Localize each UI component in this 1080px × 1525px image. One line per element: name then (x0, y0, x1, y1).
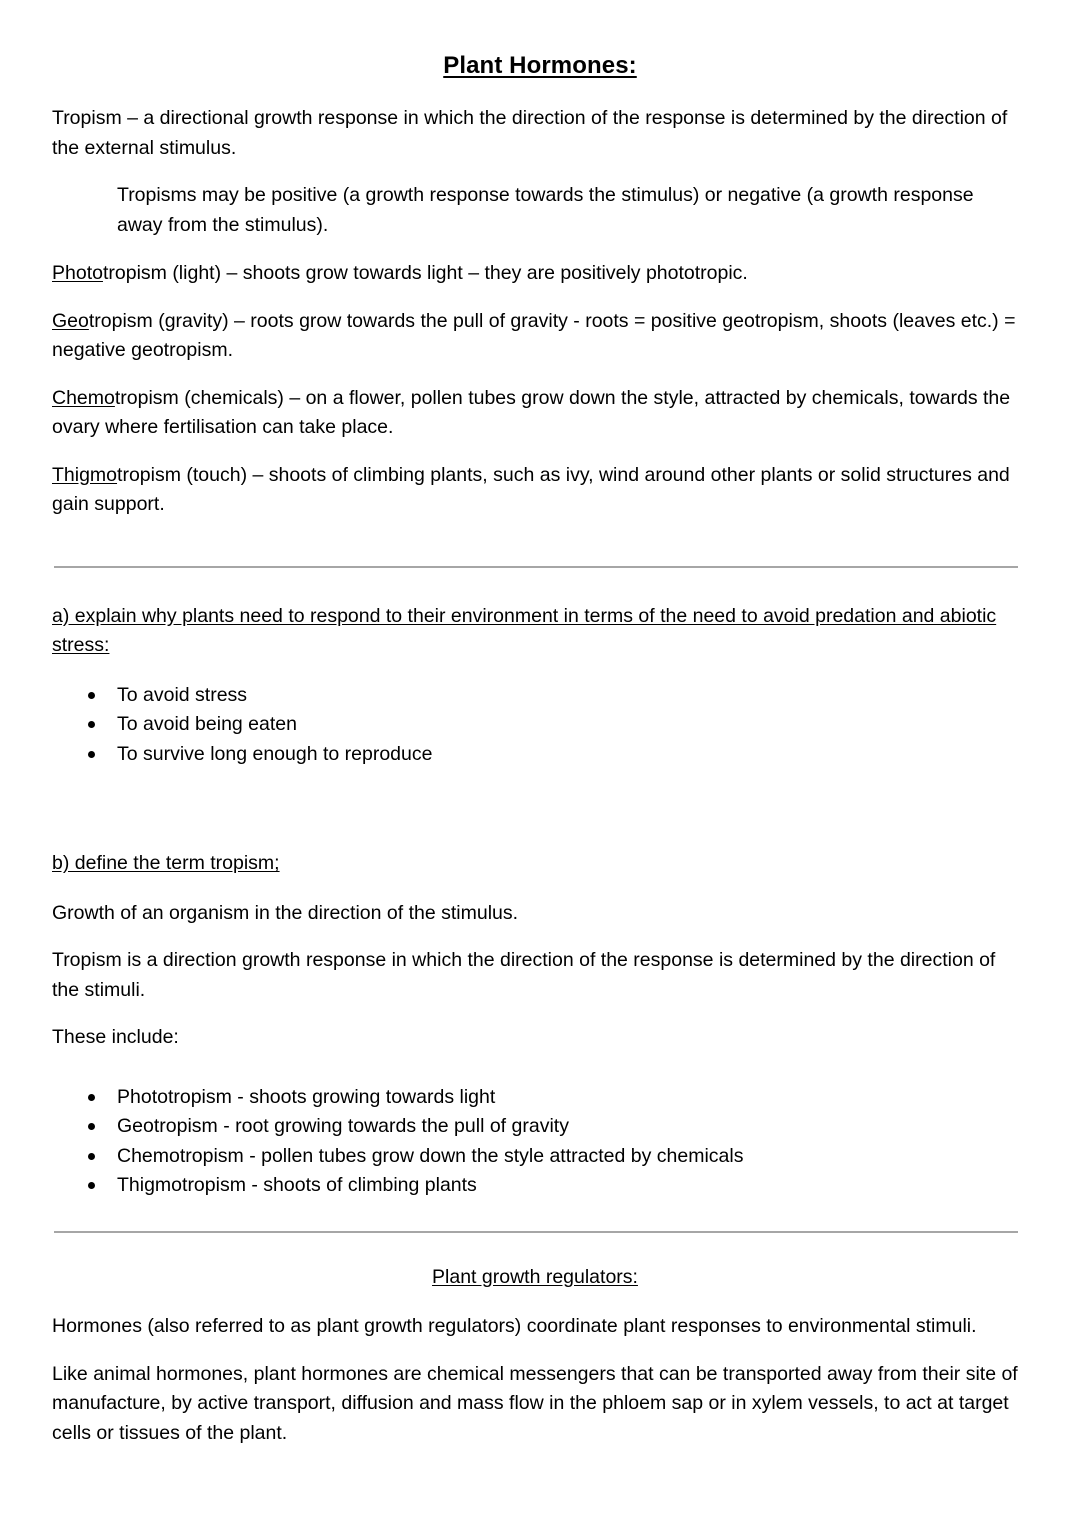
list-item (52, 681, 1018, 711)
list-item (52, 710, 1018, 740)
section-b-paragraph-1: Growth of an organism in the direction of the stimulus. (52, 901, 519, 924)
list-item-label: To survive long enough to reproduce (117, 742, 433, 765)
geotropism-text: tropism (gravity) – roots grow towards the pull of gravity - roots = positive geotropism, shoots (leaves etc.) = negative geotropism. (52, 309, 1016, 361)
thigmotropism-underlined-prefix: Thigmo (52, 463, 118, 486)
geotropism-underlined-prefix: Geo (52, 309, 89, 332)
spacer (52, 1201, 1018, 1231)
bullet-dot-icon (88, 1182, 95, 1189)
phototropism-underlined-prefix: Photo (52, 262, 103, 284)
spacer (52, 661, 1018, 681)
tropism-definition-paragraph: Tropism – a directional growth response in which the direction of the response is determined by the direction of the external stimulus. (52, 107, 1008, 159)
document-body (0, 104, 1080, 1448)
spacer (52, 538, 1018, 566)
spacer (52, 825, 1018, 849)
list-item-label: Thigmotropism - shoots of climbing plants (117, 1174, 477, 1196)
thigmotropism-paragraph (52, 461, 1018, 520)
list-item (52, 740, 1018, 770)
list-item (52, 1112, 1018, 1142)
section-b-paragraph-3: These include: (52, 1026, 179, 1048)
thigmotropism-text: tropism (touch) – shoots of climbing plants, such as ivy, wind around other plants or solid structures and gain support. (52, 463, 1010, 515)
list-item-label: To avoid stress (117, 683, 248, 706)
list-item (52, 1171, 1018, 1201)
bullet-dot-icon (88, 721, 95, 728)
regulators-paragraph-2: Like animal hormones, plant hormones are chemical messengers that can be transported away from their site of manufacture, by active transport, diffusion and mass flow in the phloem sap or in xylem vessels, to act at target cells or tissues of the plant. (52, 1362, 1018, 1444)
spacer (0, 80, 1080, 104)
phototropism-paragraph (52, 259, 1018, 289)
chemotropism-text: tropism (chemicals) – on a flower, pollen tubes grow down the style, attracted by chemicals, towards the ovary where fertilisation can take place. (52, 386, 1011, 438)
bullet-dot-icon (88, 751, 95, 758)
list-item-label: Phototropism - shoots growing towards light (117, 1085, 496, 1108)
list-item-label: Geotropism - root growing towards the pull of gravity (117, 1115, 569, 1137)
bullet-dot-icon (88, 692, 95, 699)
bullet-dot-icon (88, 1153, 95, 1160)
regulators-paragraph-1: Hormones (also referred to as plant growth regulators) coordinate plant responses to environmental stimuli. (52, 1315, 977, 1337)
section-a-heading: a) explain why plants need to respond to their environment in terms of the need to avoid predation and abiotic stress: (52, 604, 997, 656)
spacer (52, 568, 1018, 602)
chemotropism-underlined-prefix: Chemo (52, 386, 115, 409)
plant-growth-regulators-heading-label: Plant growth regulators: (432, 1265, 638, 1288)
list-item-label: Chemotropism - pollen tubes grow down the style attracted by chemicals (117, 1144, 744, 1167)
list-item (52, 1083, 1018, 1113)
spacer (52, 1071, 1018, 1083)
phototropism-text: tropism (light) – shoots grow towards light – they are positively phototropic. (102, 262, 748, 284)
section-b-bullet-list (52, 1083, 1018, 1201)
section-b-paragraph-2: Tropism is a direction growth response in which the direction of the response is determined by the direction of the stimuli. (52, 949, 996, 1001)
list-item (52, 1142, 1018, 1172)
page-title: Plant Hormones: (443, 52, 637, 79)
bullet-dot-icon (88, 1094, 95, 1101)
spacer (52, 1292, 1018, 1312)
spacer (52, 1233, 1018, 1263)
section-a-bullet-list (52, 681, 1018, 770)
geotropism-paragraph (52, 307, 1018, 366)
spacer (52, 879, 1018, 899)
section-b-heading: b) define the term tropism; (52, 852, 280, 874)
plant-growth-regulators-heading (52, 1263, 1018, 1293)
chemotropism-paragraph (52, 384, 1018, 443)
bullet-dot-icon (88, 1123, 95, 1130)
tropism-polarity-note: Tropisms may be positive (a growth response towards the stimulus) or negative (a growth response away from the stimulus). (117, 184, 974, 236)
spacer (52, 769, 1018, 825)
list-item-label: To avoid being eaten (117, 713, 297, 735)
